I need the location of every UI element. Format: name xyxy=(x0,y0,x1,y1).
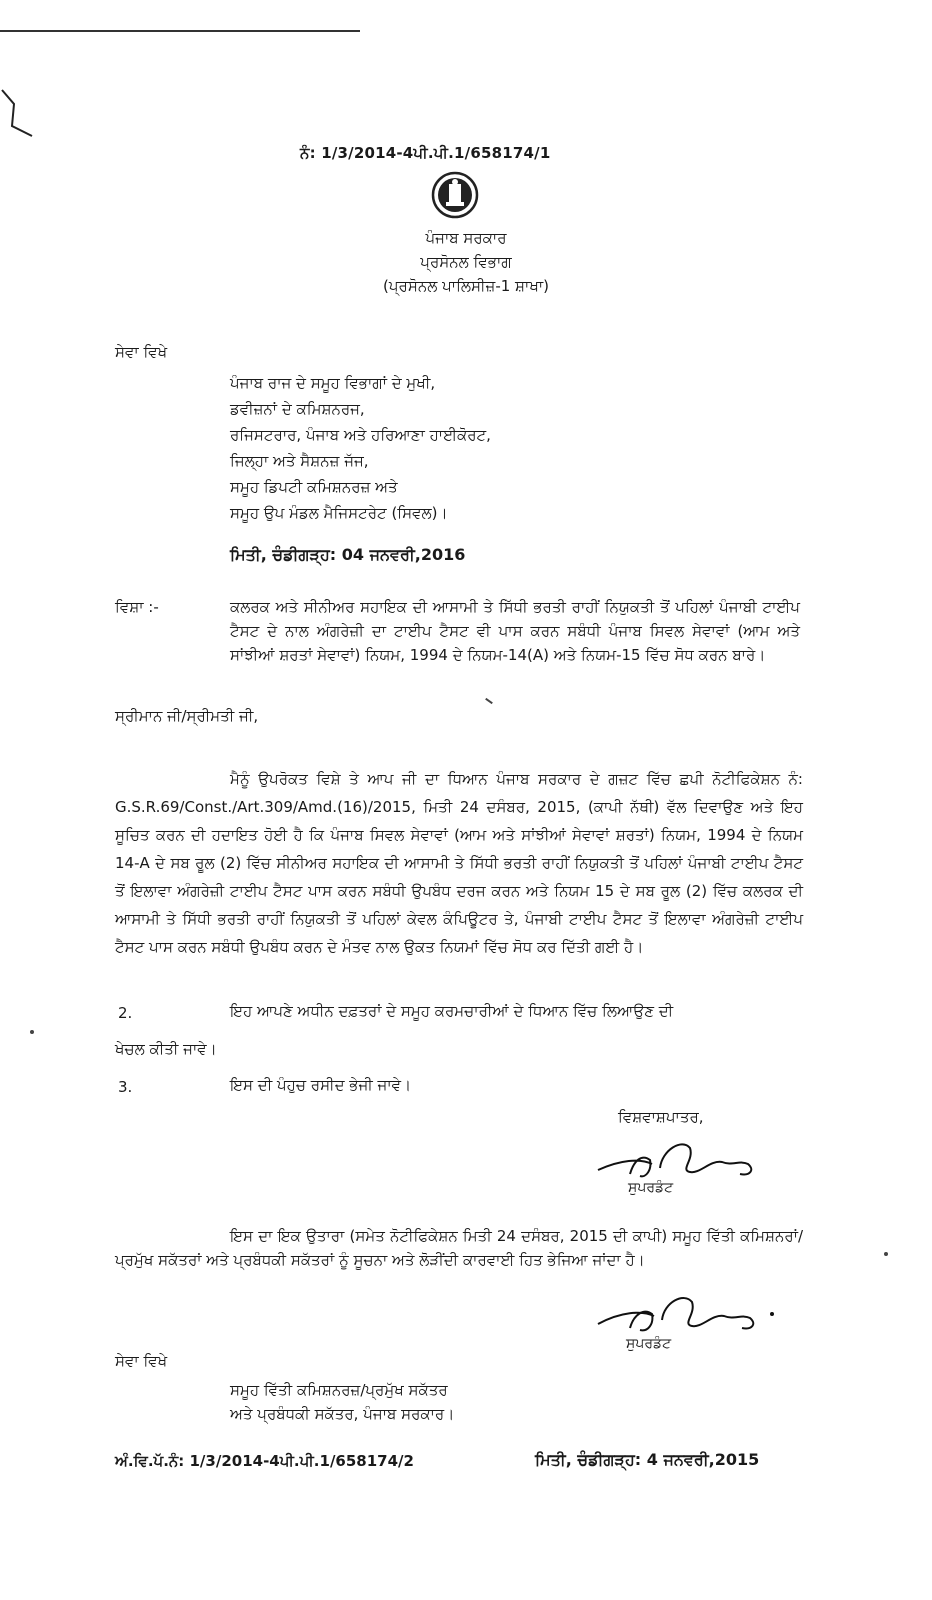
recipient-address xyxy=(230,370,491,526)
signature-2 xyxy=(590,1284,780,1344)
signature-1 xyxy=(590,1130,770,1190)
address-line: ਸਮੂਹ ਉਪ ਮੰਡਲ ਮੈਜਿਸਟਰੇਟ (ਸਿਵਲ)। xyxy=(230,504,448,522)
reference-number: ਨੰ: 1/3/2014-4ਪੀ.ਪੀ.1/658174/1 xyxy=(300,144,551,162)
scan-top-line xyxy=(0,30,360,32)
scan-speck xyxy=(30,1030,34,1034)
address-line: ਅਤੇ ਪ੍ਰਬੰਧਕੀ ਸਕੱਤਰ, ਪੰਜਾਬ ਸਰਕਾਰ। xyxy=(230,1405,455,1423)
address-line: ਸਮੂਹ ਵਿੱਤੀ ਕਮਿਸ਼ਨਰਜ਼/ਪ੍ਰਮੁੱਖ ਸਕੱਤਰ xyxy=(230,1381,448,1399)
address-line: ਸਮੂਹ ਡਿਪਟੀ ਕਮਿਸ਼ਨਰਜ਼ ਅਤੇ xyxy=(230,478,398,496)
government-name: ਪੰਜਾਬ ਸਰਕਾਰ xyxy=(425,229,507,247)
scan-speck xyxy=(485,698,493,704)
subject-label: ਵਿਸ਼ਾ :- xyxy=(115,598,159,616)
recipient-address-2 xyxy=(230,1378,454,1426)
to-label-2: ਸੇਵਾ ਵਿਖੇ xyxy=(115,1352,168,1370)
designation-1: ਸੁਪਰਡੰਟ xyxy=(628,1180,674,1196)
department-name: ਪ੍ਰਸੋਨਲ ਵਿਭਾਗ xyxy=(420,253,512,271)
body-paragraph-2: ਇਹ ਆਪਣੇ ਅਧੀਨ ਦਫ਼ਤਰਾਂ ਦੇ ਸਮੂਹ ਕਰਮਚਾਰੀਆਂ ਦੇ ਧਿਆਨ ਵਿੱਚ ਲਿਆਉਣ ਦੀ xyxy=(230,1002,674,1020)
corner-scan-mark xyxy=(0,88,40,138)
address-line: ਰਜਿਸਟਰਾਰ, ਪੰਜਾਬ ਅਤੇ ਹਰਿਆਣਾ ਹਾਈਕੋਰਟ, xyxy=(230,426,491,444)
endorsement-date: ਮਿਤੀ, ਚੰਡੀਗੜ੍ਹ: 4 ਜਨਵਰੀ,2015 xyxy=(535,1450,760,1469)
body-paragraph-3: ਇਸ ਦੀ ਪੰਹੁਚ ਰਸੀਦ ਭੇਜੀ ਜਾਵੇ। xyxy=(230,1076,412,1094)
address-line: ਡਵੀਜ਼ਨਾਂ ਦੇ ਕਮਿਸ਼ਨਰਜ, xyxy=(230,400,365,418)
government-emblem-icon xyxy=(430,170,480,220)
address-line: ਜਿਲ੍ਹਾ ਅਤੇ ਸੈਸ਼ਨਜ਼ ਜੱਜ, xyxy=(230,452,369,470)
paragraph-number-2: 2. xyxy=(118,1004,133,1022)
paragraph-number-3: 3. xyxy=(118,1078,133,1096)
endorsement-number: ਅੰ.ਵਿ.ਪੱ.ਨੰ: 1/3/2014-4ਪੀ.ਪੀ.1/658174/2 xyxy=(115,1452,414,1470)
body-paragraph-1: ਮੈਨੂੰ ਉਪਰੋਕਤ ਵਿਸ਼ੇ ਤੇ ਆਪ ਜੀ ਦਾ ਧਿਆਨ ਪੰਜਾਬ ਸਰਕਾਰ ਦੇ ਗਜ਼ਟ ਵਿੱਚ ਛਪੀ ਨੋਟੀਫਿਕੇਸ਼ਨ ਨੰ: G.S.R.69/Const./Art.309/Amd.(16)/2015, ਮਿਤੀ 24 ਦਸੰਬਰ, 2015, (ਕਾਪੀ ਨੱਥੀ) ਵੱਲ ਦਿਵਾਉਣ ਅਤੇ ਇਹ ਸੂਚਿਤ ਕਰਨ ਦੀ ਹਦਾਇਤ ਹੋਈ ਹੈ ਕਿ ਪੰਜਾਬ ਸਿਵਲ ਸੇਵਾਵਾਂ (ਆਮ ਅਤੇ ਸਾਂਝੀਆਂ ਸੇਵਾਵਾਂ ਸ਼ਰਤਾਂ) ਨਿਯਮ, 1994 ਦੇ ਨਿਯਮ 14-A ਦੇ ਸਬ ਰੂਲ (2) ਵਿੱਚ ਸੀਨੀਅਰ ਸਹਾਇਕ ਦੀ ਆਸਾਮੀ ਤੇ ਸਿੱਧੀ ਭਰਤੀ ਰਾਹੀਂ ਨਿਯੁਕਤੀ ਤੋਂ ਪਹਿਲਾਂ ਪੰਜਾਬੀ ਟਾਈਪ ਟੈਸਟ ਤੋਂ ਇਲਾਵਾ ਅੰਗਰੇਜ਼ੀ ਟਾਈਪ ਟੈਸਟ ਪਾਸ ਕਰਨ ਸਬੰਧੀ ਉਪਬੰਧ ਦਰਜ ਕਰਨ ਅਤੇ ਨਿਯਮ 15 ਦੇ ਸਬ ਰੂਲ (2) ਵਿੱਚ ਕਲਰਕ ਦੀ ਆਸਾਮੀ ਤੇ ਸਿੱਧੀ ਭਰਤੀ ਰਾਹੀਂ ਨਿਯੁਕਤੀ ਤੋਂ ਪਹਿਲਾਂ ਕੇਵਲ ਕੰਪਿਊਟਰ ਤੇ, ਪੰਜਾਬੀ ਟਾਈਪ ਟੈਸਟ ਤੋਂ ਇਲਾਵਾ ਅੰਗਰੇਜ਼ੀ ਟਾਈਪ ਟੈਸਟ ਪਾਸ ਕਰਨ ਸਬੰਧੀ ਉਪਬੰਧ ਕਰਨ ਦੇ ਮੰਤਵ ਨਾਲ ਉਕਤ ਨਿਯਮਾਂ ਵਿੱਚ ਸੋਧ ਕਰ ਦਿੱਤੀ ਗਈ ਹੈ। xyxy=(115,770,803,956)
letter-date: ਮਿਤੀ, ਚੰਡੀਗੜ੍ਹ: 04 ਜਨਵਰੀ,2016 xyxy=(230,545,466,564)
to-label: ਸੇਵਾ ਵਿਖੇ xyxy=(115,343,168,361)
address-line: ਪੰਜਾਬ ਰਾਜ ਦੇ ਸਮੂਹ ਵਿਭਾਗਾਂ ਦੇ ਮੁਖੀ, xyxy=(230,374,436,392)
salutation: ਸ੍ਰੀਮਾਨ ਜੀ/ਸ੍ਰੀਮਤੀ ਜੀ, xyxy=(115,707,259,725)
designation-2: ਸੁਪਰਡੰਟ xyxy=(626,1336,672,1352)
copy-paragraph: ਇਸ ਦਾ ਇਕ ਉਤਾਰਾ (ਸਮੇਤ ਨੋਟੀਫਿਕੇਸ਼ਨ ਮਿਤੀ 24 ਦਸੰਬਰ, 2015 ਦੀ ਕਾਪੀ) ਸਮੂਹ ਵਿੱਤੀ ਕਮਿਸ਼ਨਰਾਂ/ਪ੍ਰਮੁੱਖ ਸਕੱਤਰਾਂ ਅਤੇ ਪ੍ਰਬੰਧਕੀ ਸਕੱਤਰਾਂ ਨੂੰ ਸੂਚਨਾ ਅਤੇ ਲੋੜੀਂਦੀ ਕਾਰਵਾਈ ਹਿਤ ਭੇਜਿਆ ਜਾਂਦਾ ਹੈ। xyxy=(115,1227,803,1269)
branch-name: (ਪ੍ਰਸੋਨਲ ਪਾਲਿਸੀਜ਼-1 ਸ਼ਾਖਾ) xyxy=(383,277,549,295)
body-paragraph-2-cont: ਖੇਚਲ ਕੀਤੀ ਜਾਵੇ। xyxy=(115,1040,217,1058)
yours-faithfully: ਵਿਸ਼ਵਾਸ਼ਪਾਤਰ, xyxy=(618,1108,704,1126)
scan-speck xyxy=(884,1252,888,1256)
subject-text: ਕਲਰਕ ਅਤੇ ਸੀਨੀਅਰ ਸਹਾਇਕ ਦੀ ਆਸਾਮੀ ਤੇ ਸਿੱਧੀ ਭਰਤੀ ਰਾਹੀਂ ਨਿਯੁਕਤੀ ਤੋਂ ਪਹਿਲਾਂ ਪੰਜਾਬੀ ਟਾਈਪ ਟੈਸਟ ਦੇ ਨਾਲ ਅੰਗਰੇਜ਼ੀ ਦਾ ਟਾਈਪ ਟੈਸਟ ਵੀ ਪਾਸ ਕਰਨ ਸਬੰਧੀ ਪੰਜਾਬ ਸਿਵਲ ਸੇਵਾਵਾਂ (ਆਮ ਅਤੇ ਸਾਂਝੀਆਂ ਸ਼ਰਤਾਂ ਸੇਵਾਵਾਂ) ਨਿਯਮ, 1994 ਦੇ ਨਿਯਮ-14(A) ਅਤੇ ਨਿਯਮ-15 ਵਿੱਚ ਸੋਧ ਕਰਨ ਬਾਰੇ। xyxy=(230,598,800,664)
